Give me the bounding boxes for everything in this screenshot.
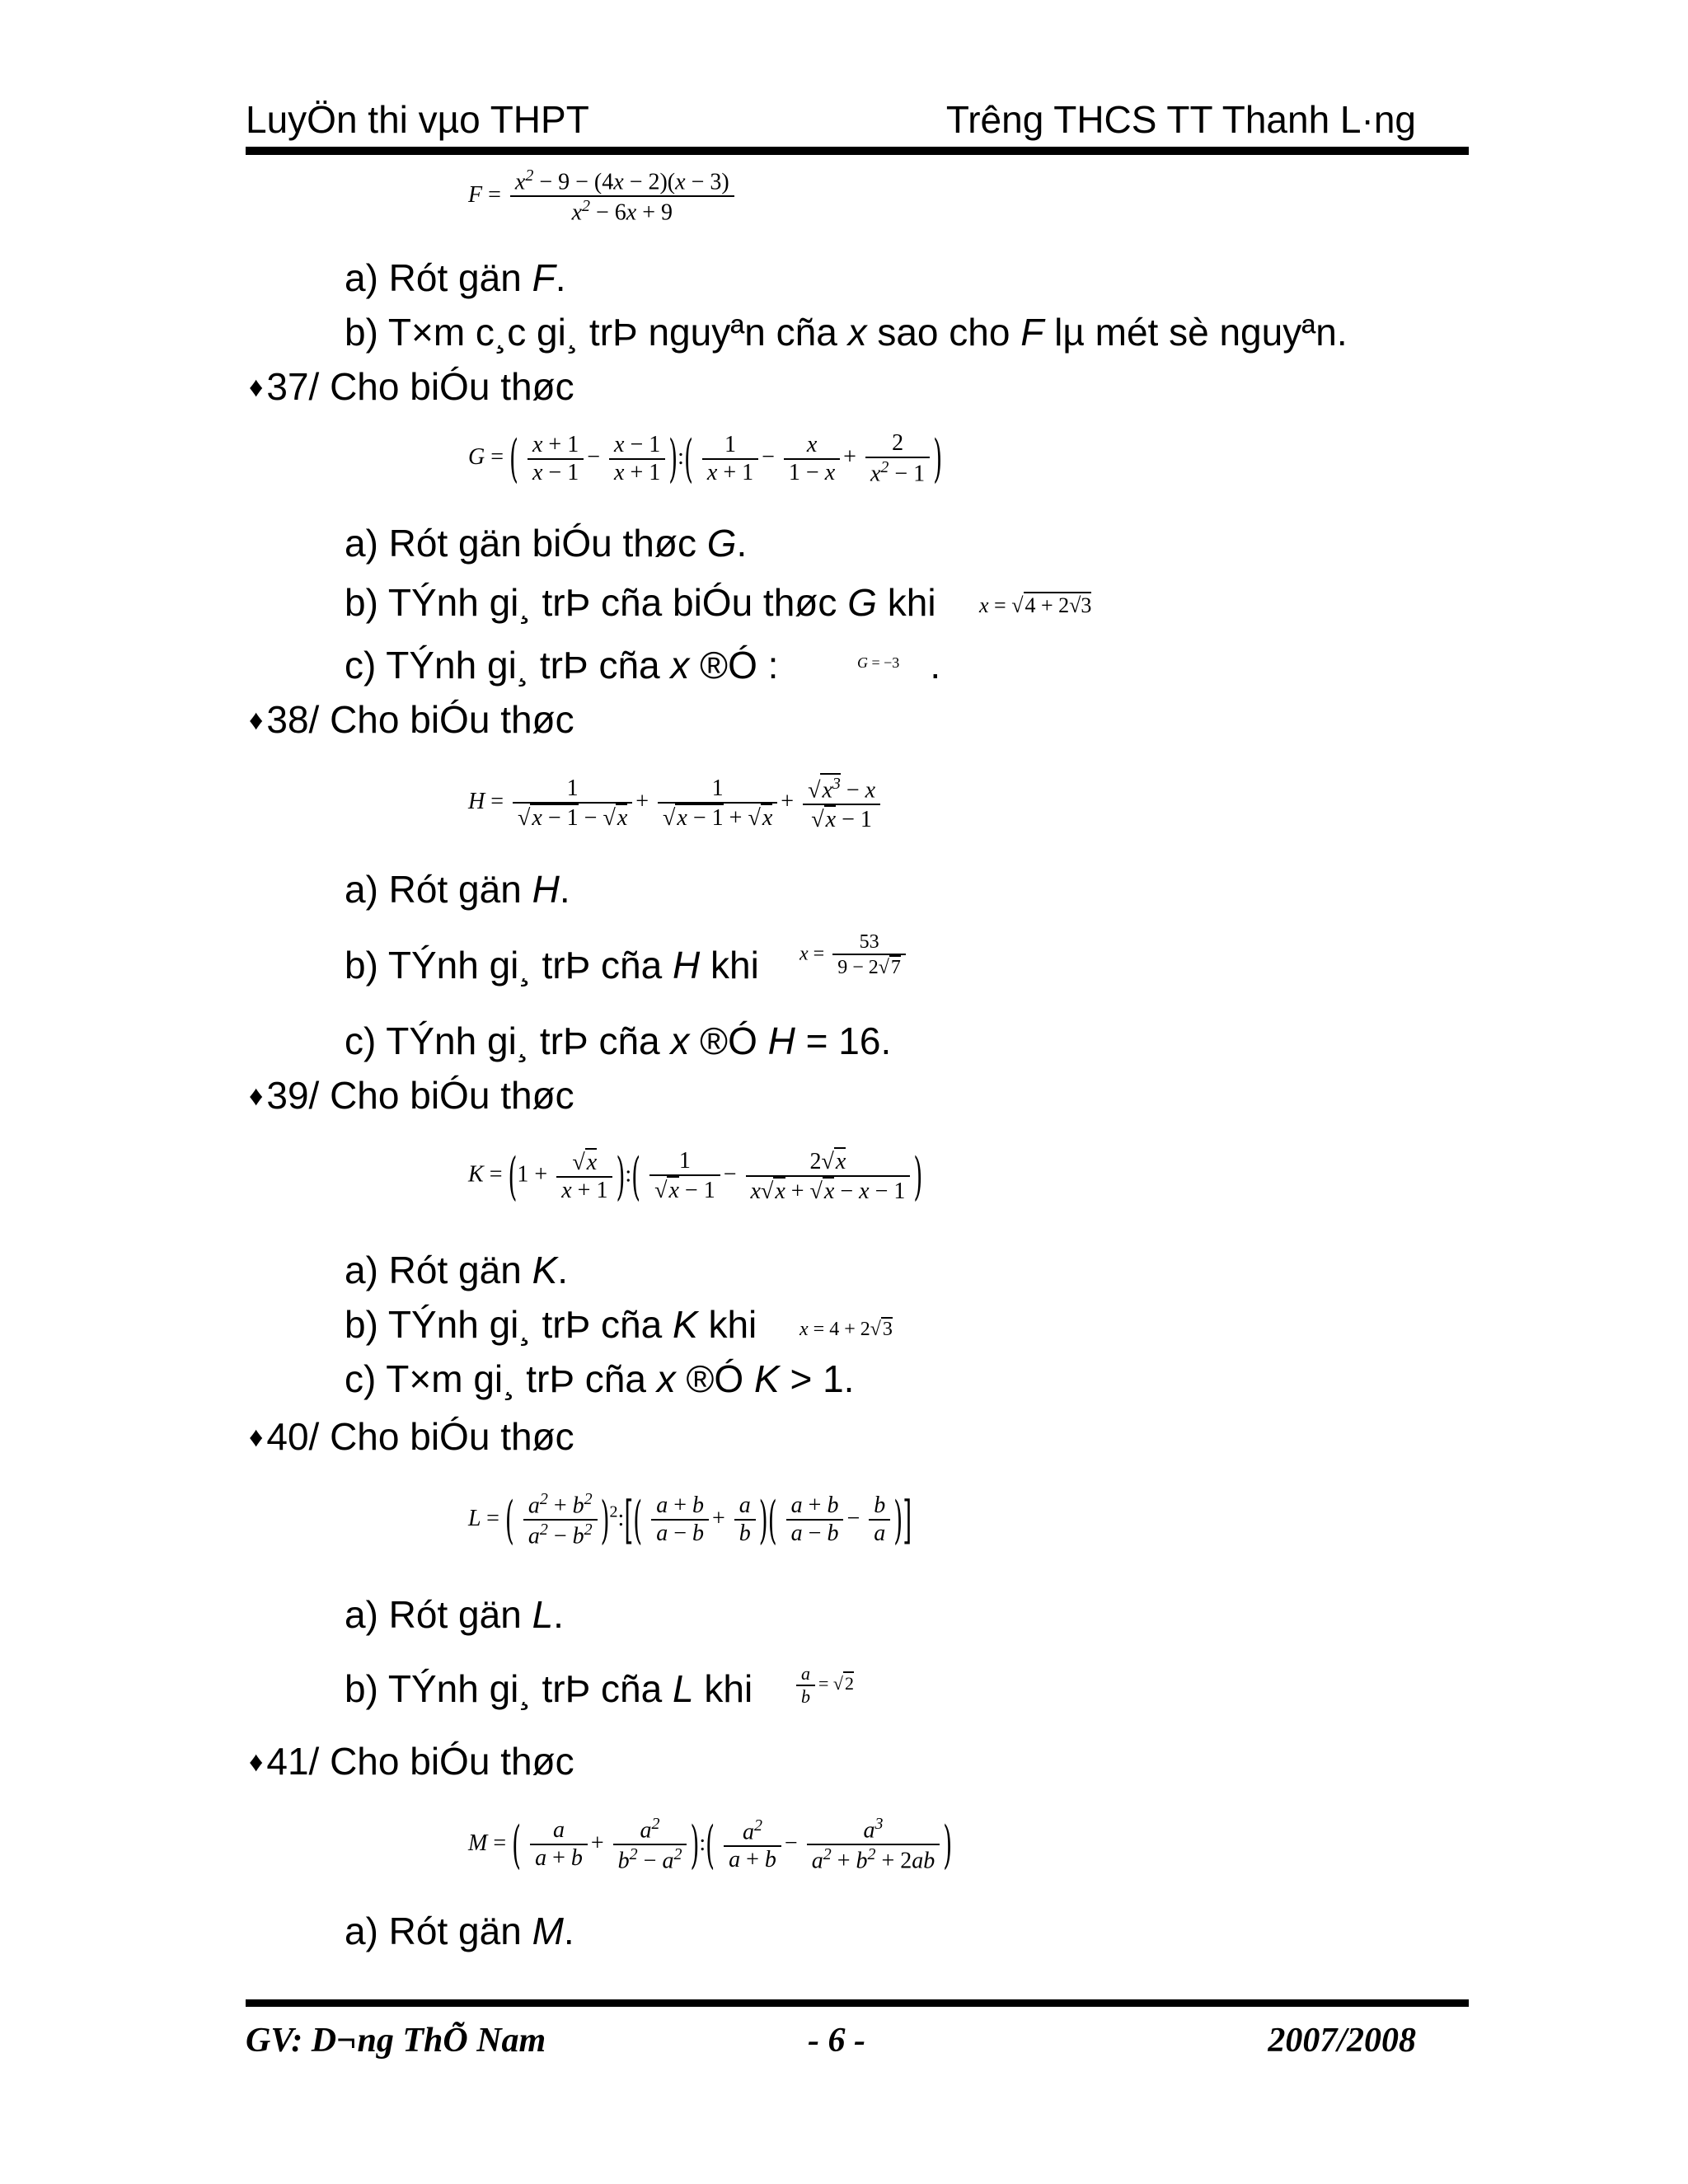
- p40-heading: ♦40/ Cho biÓu thøc: [249, 1415, 574, 1458]
- p37-heading: ♦37/ Cho biÓu thøc: [249, 365, 574, 408]
- bullet-icon: ♦: [249, 705, 264, 736]
- header-rule: [246, 147, 1469, 155]
- formula-ab: $\frac{a}{b}$ = √2: [793, 1663, 854, 1708]
- footer-right: 2007/2008: [1268, 2022, 1416, 2060]
- p39b: b) TÝnh gi¸ trÞ cña K khi: [345, 1303, 757, 1346]
- p36a: a) Rót gän F.: [345, 256, 566, 299]
- bullet-icon: ♦: [249, 1422, 264, 1453]
- formula-h: H = $\frac{1}{√x - 1 - √x}$ + $\frac{1}{√x - 1 + √x}$ + $\frac{√x^3 - x}{√x - 1}$: [468, 773, 884, 833]
- footer-page-number: - 6 -: [808, 2022, 865, 2060]
- p37a: a) Rót gän biÓu thøc G.: [345, 522, 748, 565]
- p40a: a) Rót gän L.: [345, 1593, 564, 1636]
- formula-g-eq: G = −3: [857, 654, 900, 671]
- formula-x-39b: x = 4 + 2√3: [799, 1319, 893, 1340]
- p39-heading: ♦39/ Cho biÓu thøc: [249, 1074, 574, 1117]
- footer-rule: [246, 1999, 1469, 2007]
- formula-f: F = $\frac{x^2 - 9 - (4x - 2)(x - 3)}{x^2 - 6x + 9}$: [468, 166, 738, 227]
- formula-g: G = ( $\frac{x + 1}{x - 1}$ − $\frac{x - 1}{x + 1}$ ):( $\frac{1}{x + 1}$ − $\frac{x}{1 - x}$ + $\frac{2}{x^2 - 1}$ ): [468, 429, 943, 489]
- p40b: b) TÝnh gi¸ trÞ cña L khi: [345, 1667, 753, 1710]
- bullet-icon: ♦: [249, 1746, 264, 1778]
- p37b: b) TÝnh gi¸ trÞ cña biÓu thøc G khi: [345, 581, 936, 624]
- p38b: b) TÝnh gi¸ trÞ cña H khi: [345, 944, 759, 987]
- bullet-icon: ♦: [249, 372, 264, 403]
- formula-m: M = ( $\frac{a}{a + b}$ + $\frac{a^2}{b^2 - a^2}$ ):( $\frac{a^2}{a + b}$ − $\frac{a^3}{a^2 + b^2 + 2ab}$ ): [468, 1815, 953, 1875]
- p39c: c) T×m gi¸ trÞ cña x ®Ó K > 1.: [345, 1357, 855, 1400]
- header-right: Trêng THCS TT Thanh L·ng: [945, 98, 1416, 141]
- footer-left: GV: D¬ng ThÕ Nam: [246, 2022, 546, 2060]
- formula-l: L = ( $\frac{a^2 + b^2}{a^2 - b^2}$ )$^2$:[( $\frac{a + b}{a - b}$ + $\frac{a}{b}$ )( $\frac{a + b}{a - b}$ − $\frac{b}{a}$ )]: [468, 1490, 912, 1550]
- formula-x-38b: x = $\frac{53}{9 - 2√7}$: [799, 931, 909, 979]
- p38-heading: ♦38/ Cho biÓu thøc: [249, 698, 574, 741]
- p38a: a) Rót gän H.: [345, 868, 570, 911]
- p39a: a) Rót gän K.: [345, 1249, 569, 1291]
- p41-heading: ♦41/ Cho biÓu thøc: [249, 1740, 574, 1783]
- p38c: c) TÝnh gi¸ trÞ cña x ®Ó H = 16.: [345, 1019, 892, 1062]
- bullet-icon: ♦: [249, 1080, 264, 1112]
- header-left: LuyÖn thi vµo THPT: [246, 98, 589, 141]
- formula-x-37b: x = √4 + 2√3: [979, 593, 1092, 617]
- formula-k: K = (1 + $\frac{√x}{x + 1}$ ):( $\frac{1}{√x - 1}$ − $\frac{2√x}{x√x + √x - x - 1}$ ): [468, 1146, 923, 1207]
- p37c: c) TÝnh gi¸ trÞ cña x ®Ó : .: [345, 644, 941, 687]
- p36b: b) T×m c¸c gi¸ trÞ nguyªn cña x sao cho F lµ mét sè nguyªn.: [345, 311, 1348, 354]
- p41a: a) Rót gän M.: [345, 1910, 574, 1952]
